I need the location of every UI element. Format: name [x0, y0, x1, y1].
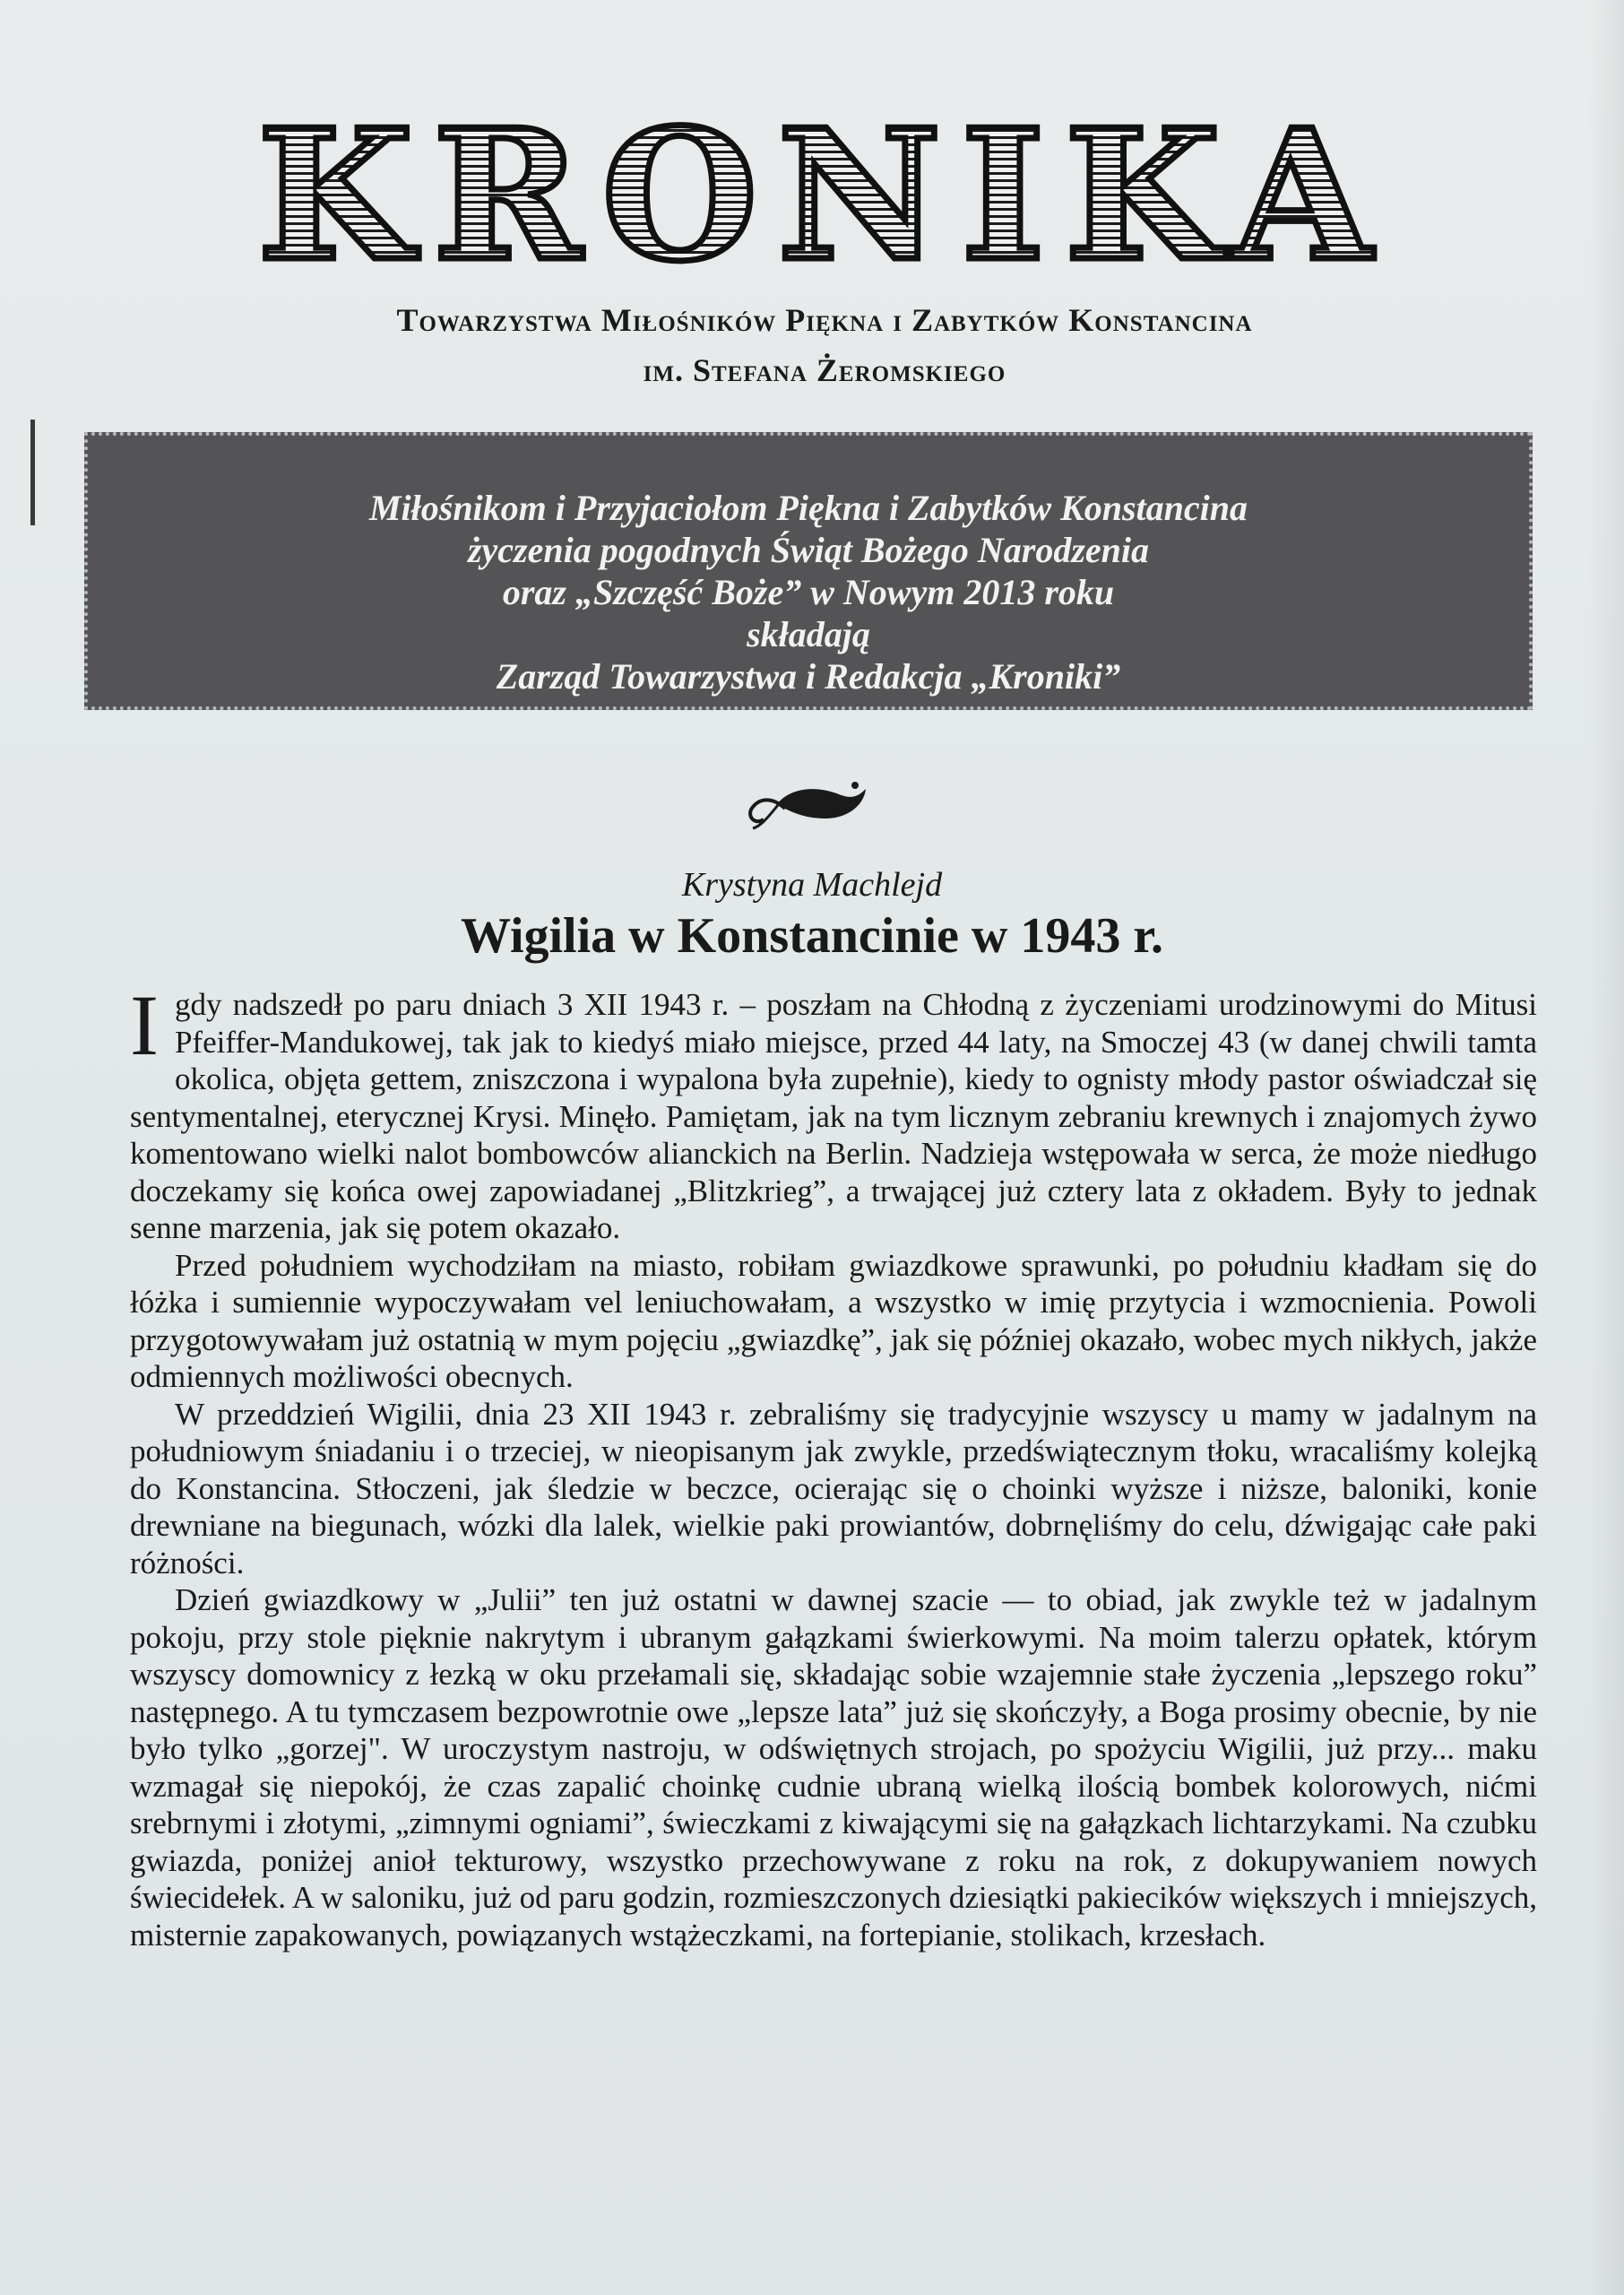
greeting-line: Zarząd Towarzystwa i Redakcja „Kroniki”	[496, 656, 1121, 697]
staple-mark	[30, 420, 35, 525]
greeting-line: oraz „Szczęść Boże” w Nowym 2013 roku	[502, 572, 1115, 612]
article-author: Krystyna Machlejd	[681, 866, 943, 904]
greeting-line: życzenia pogodnych Świąt Bożego Narodzenia	[467, 530, 1150, 570]
article-title: Wigilia w Konstancinie w 1943 r.	[460, 908, 1164, 964]
holiday-greeting-box	[84, 432, 1533, 710]
organization-patron: im. Stefana Żeromskiego	[643, 352, 1006, 388]
organization-name: Towarzystwa Miłośników Piękna i Zabytków Konstancina	[396, 302, 1253, 338]
masthead-title: KRONIKA	[257, 108, 1392, 296]
greeting-line: Miłośnikom i Przyjaciołom Piękna i Zabytków Konstancina	[368, 488, 1248, 528]
article-paragraph: W przeddzień Wigilii, dnia 23 XII 1943 r. zebraliśmy się tradycyjnie wszyscy u mamy w jadalnym na południowym śniadaniu i o trzeciej, w nieopisanym jak zwykle, przedświątecznym tłoku, wracaliśmy kolejką do Konstancina. Stłoczeni, jak śledzie w beczce, ocierając się o choinki wyższe i niższe, baloniki, konie drewniane na biegunach, wózki dla lalek, wielkie paki prowiantów, dobrnęliśmy do celu, dźwigając całe paki różności.	[130, 1396, 1537, 1581]
drop-cap: I	[130, 977, 159, 1073]
article-paragraph: Dzień gwiazdkowy w „Julii” ten już ostatni w dawnej szacie — to obiad, jak zwykle też w jadalnym pokoju, przy stole pięknie nakrytym i ubranym gałązkami świerkowymi. Na moim talerzu opłatek, którym wszyscy domownicy z łezką w oku przełamali się, składając sobie wzajemnie stałe życzenia „lepszego roku” następnego. A tu tymczasem bezpowrotnie owe „lepsze lata” już się skończyły, a Boga prosimy obecnie, by nie było tylko „gorzej". W uroczystym nastroju, w odświętnych strojach, po spożyciu Wigilii, już przy... maku wzmagał się niepokój, że czas zapalić choinkę cudnie ubraną wielką ilością bombek kolorowych, nićmi srebrnymi i złotymi, „zimnymi ogniami”, świeczkami z kiwającymi się na gałązkach lichtarzykami. Na czubku gwiazda, poniżej anioł tekturowy, wszystko przechowywane z roku na rok, z dokupywaniem nowych świecidełek. A w saloniku, już od paru godzin, rozmieszczonych dziesiątki pakiecików większych i mniejszych, misternie zapakowanych, powiązanych wstążeczkami, na fortepianie, stolikach, krzesłach.	[130, 1582, 1537, 1953]
greeting-line: składają	[747, 614, 870, 654]
masthead-logo	[134, 108, 1515, 296]
leaf-ornament-icon	[740, 769, 875, 832]
article-paragraph: I gdy nadszedł po paru dniach 3 XII 1943 r. – poszłam na Chłodną z życzeniami urodzinowymi do Mitusi Pfeiffer-Mandukowej, tak jak to kiedyś miało miejsce, przed 44 laty, na Smoczej 43 (w danej chwili tamta okolica, objęta gettem, zniszczona i wypalona była zupełnie), kiedy to ognisty młody pastor oświadczał się sentymentalnej, eterycznej Krysi. Minęło. Pamiętam, jak na tym licznym zebraniu krewnych i znajomych żywo komentowano wielki nalot bombowców alianckich na Berlin. Nadzieja wstępowała w serca, że może niedługo doczekamy się końca owej zapowiadanej „Blitzkrieg”, a trwającej już cztery lata z okładem. Były to jednak senne marzenia, jak się potem okazało.	[130, 977, 1537, 1245]
article-paragraph: Przed południem wychodziłam na miasto, robiłam gwiazdkowe sprawunki, po południu kładłam się do łóżka i sumiennie wypoczywałam vel leniuchowałam, a wszystko w imię przytycia i wzmocnienia. Powoli przygotowywałam już ostatnią w mym pojęciu „gwiazdkę”, jak się później okazało, wobec mych nikłych, jakże odmiennych możliwości obecnych.	[130, 1247, 1537, 1394]
kronika-logo	[134, 108, 1515, 296]
page-edge-shadow	[1588, 0, 1624, 2295]
article-body	[130, 977, 1537, 1953]
